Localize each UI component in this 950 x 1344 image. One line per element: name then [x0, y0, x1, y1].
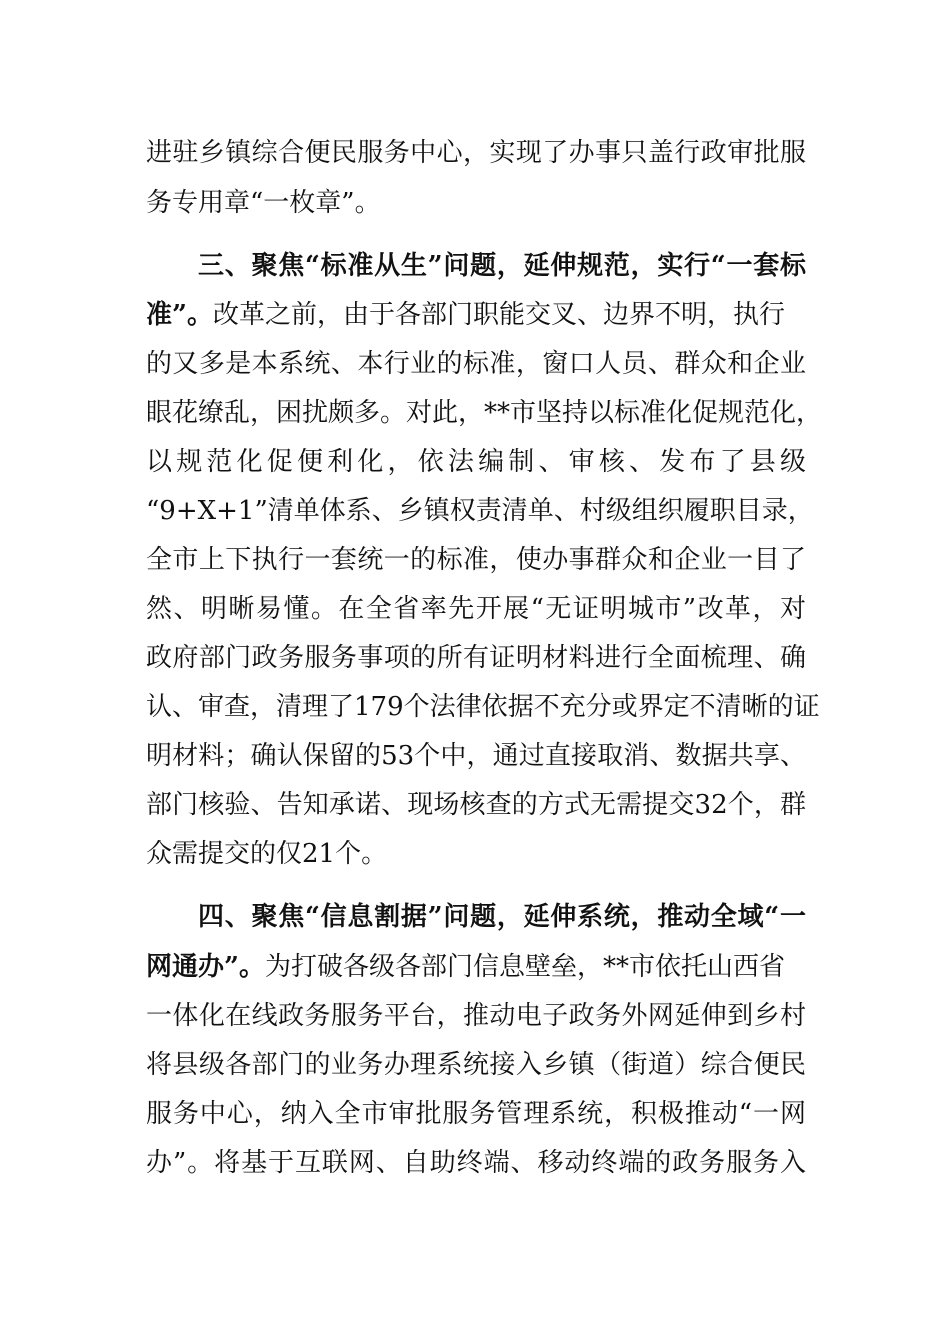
paragraph-line: 全市上下执行一套统一的标准，使办事群众和企业一目了 [146, 545, 806, 575]
section-heading-end: 网通办”。 [146, 952, 265, 982]
paragraph-line: 部门核验、告知承诺、现场核查的方式无需提交32个，群 [146, 790, 806, 820]
paragraph-text: 改革之前，由于各部门职能交叉、边界不明，执行 [212, 300, 785, 330]
paragraph-line [146, 299, 806, 331]
paragraph-line: 务专用章“一枚章”。 [146, 188, 381, 218]
paragraph-line: 的又多是本系统、本行业的标准，窗口人员、群众和企业 [146, 349, 806, 379]
paragraph-line [146, 951, 806, 983]
section-heading: 四、聚焦“信息割据”问题，延伸系统，推动全域“一 [198, 902, 806, 932]
section-heading-end: 准”。 [146, 300, 213, 330]
paragraph-text: 为打破各级各部门信息壁垒，**市依托山西省 [264, 952, 785, 982]
paragraph-line: “9+X+1”清单体系、乡镇权责清单、村级组织履职目录， [146, 496, 814, 526]
paragraph-line: 政府部门政务服务事项的所有证明材料进行全面梳理、确 [146, 643, 806, 673]
paragraph-line: 以规范化促便利化，依法编制、审核、发布了县级 [146, 447, 806, 477]
paragraph-line: 众需提交的仅21个。 [146, 839, 388, 869]
paragraph-line: 进驻乡镇综合便民服务中心，实现了办事只盖行政审批服 [146, 138, 806, 168]
paragraph-line: 眼花缭乱，困扰颇多。对此，**市坚持以标准化促规范化， [146, 398, 823, 428]
paragraph-line: 一体化在线政务服务平台，推动电子政务外网延伸到乡村 [146, 1001, 806, 1031]
paragraph-line: 将县级各部门的业务办理系统接入乡镇（街道）综合便民 [146, 1050, 806, 1080]
paragraph-line: 然、明晰易懂。在全省率先开展“无证明城市”改革，对 [146, 594, 806, 624]
paragraph-line: 明材料；确认保留的53个中，通过直接取消、数据共享、 [146, 741, 806, 771]
paragraph-line: 认、审查，清理了179个法律依据不充分或界定不清晰的证 [146, 692, 820, 722]
section-heading: 三、聚焦“标准从生”问题，延伸规范，实行“一套标 [198, 251, 806, 281]
paragraph-line: 服务中心，纳入全市审批服务管理系统，积极推动“一网 [146, 1099, 806, 1129]
paragraph-line: 办”。将基于互联网、自助终端、移动终端的政务服务入 [146, 1148, 806, 1178]
